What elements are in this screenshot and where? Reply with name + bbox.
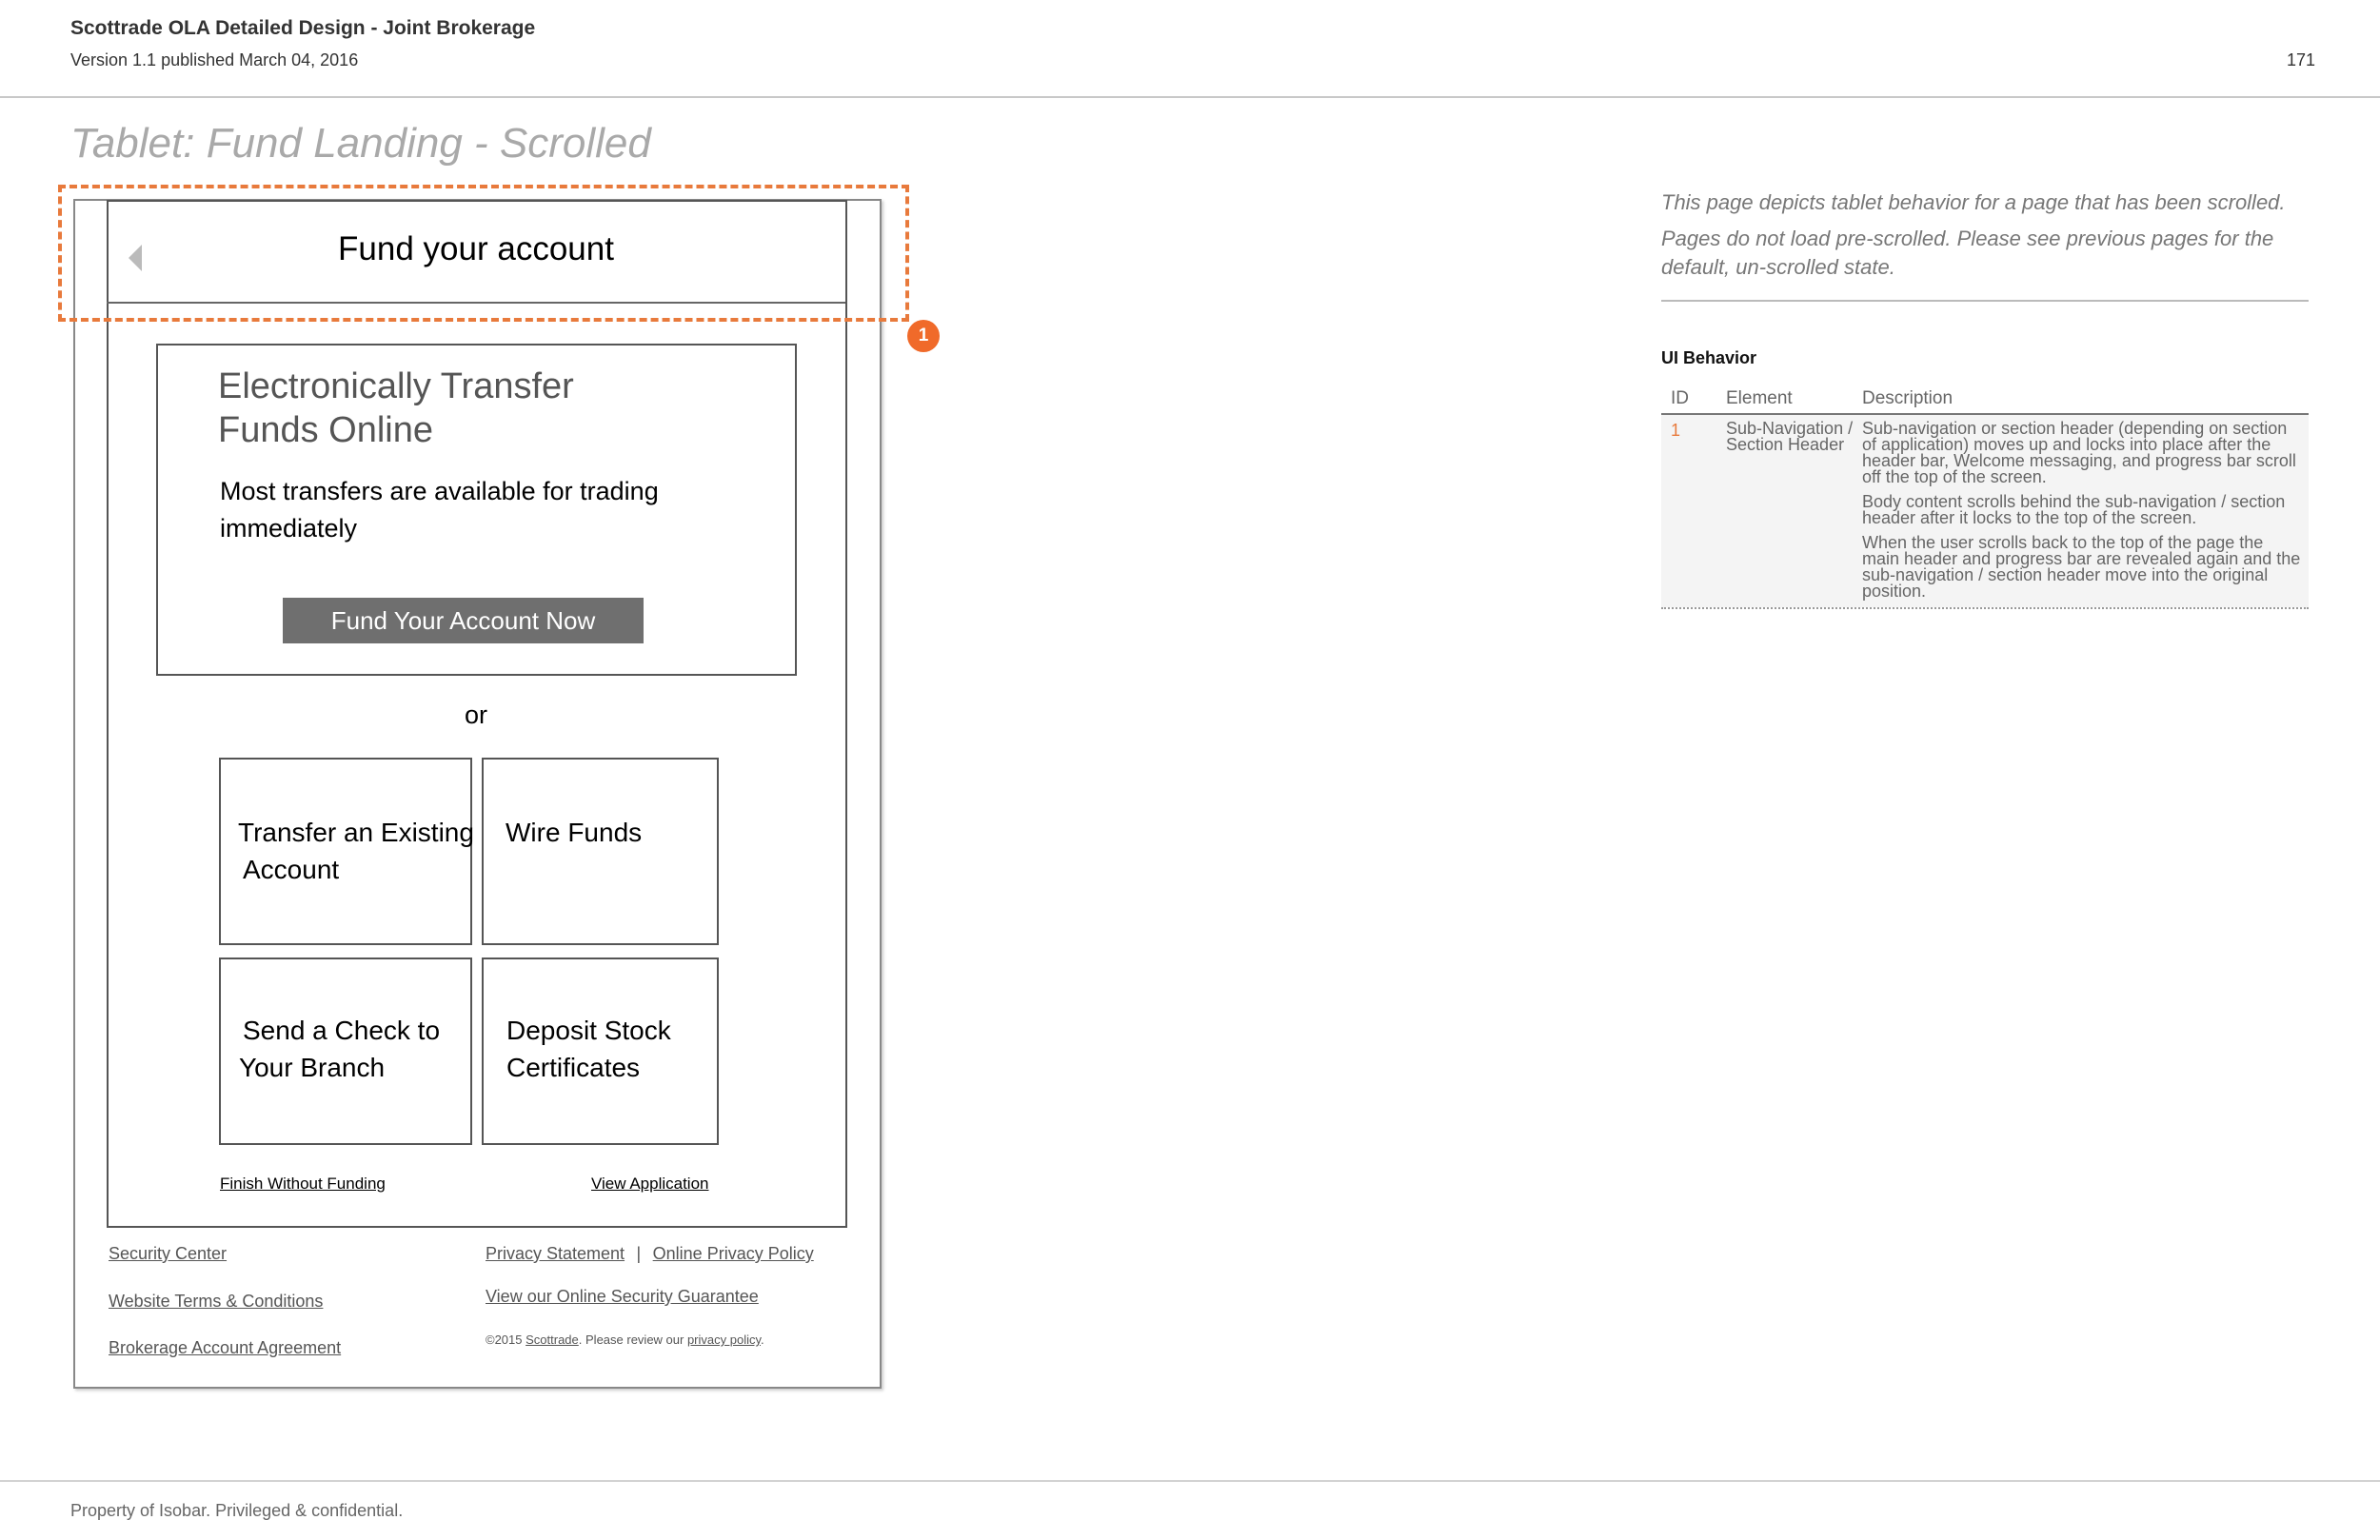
finish-without-funding-link[interactable]: Finish Without Funding [220,1175,386,1193]
option-line: Send a Check to [243,1016,441,1045]
deposit-stock-label [506,1012,671,1086]
transfer-card-description [220,473,753,547]
row-description [1862,421,2302,608]
document-version: Version 1.1 published March 04, 2016 [70,50,359,69]
brokerage-agreement-link[interactable]: Brokerage Account Agreement [109,1338,342,1357]
transfer-card-title [218,365,751,452]
description-paragraph: When the user scrolls back to the top of the page the main header and progress bar are revealed again and the sub-navigation / section header move into the original position. [1862,533,2301,601]
copyright-mid: . Please review our [578,1333,687,1347]
copyright-end: . [761,1333,764,1347]
description-line: Pages do not load pre-scrolled. Please see previous pages for the default, un-scrolled state. [1661,227,2274,279]
row-id: 1 [1671,421,1681,440]
privacy-policy-link[interactable]: privacy policy [686,1333,762,1347]
confidentiality-notice: Property of Isobar. Privileged & confidential. [70,1501,404,1520]
document-title: Scottrade OLA Detailed Design - Joint Brokerage [70,17,536,39]
copyright-notice [486,1333,764,1347]
transfer-desc-line: immediately [220,514,358,543]
option-line: Transfer an Existing [238,818,474,847]
copyright-prefix: ©2015 [486,1333,526,1347]
fund-account-now-button[interactable]: Fund Your Account Now [283,598,644,643]
row-element: Sub-Navigation / Section Header [1726,419,1854,454]
page-heading: Tablet: Fund Landing - Scrolled [70,120,651,167]
page-description [1661,188,2318,289]
wire-funds-tile[interactable] [482,758,719,945]
column-header-id: ID [1671,388,1689,408]
or-separator: or [464,701,487,729]
option-line: Account [243,855,340,884]
transfer-title-line: Funds Online [218,410,434,450]
description-divider [1661,300,2309,302]
transfer-title-line: Electronically Transfer [218,366,574,406]
option-line: Certificates [506,1053,641,1082]
description-line: This page depicts tablet behavior for a page that has been scrolled. [1661,190,2286,214]
transfer-existing-account-label [238,814,474,888]
page-number: 171 [2286,50,2315,69]
online-privacy-policy-link[interactable]: Online Privacy Policy [652,1244,814,1263]
security-center-link[interactable]: Security Center [109,1244,228,1263]
table-bottom-rule [1661,607,2309,609]
header-divider [0,96,2380,98]
description-paragraph: Sub-navigation or section header (depending on section of application) moves up and locks into place after the header bar, Welcome messaging, and progress bar scroll off the top of the screen. [1862,419,2296,486]
link-separator: | [636,1244,642,1263]
column-header-description: Description [1862,388,1954,408]
send-check-label [239,1012,440,1086]
privacy-links-row [486,1244,814,1264]
description-paragraph: Body content scrolls behind the sub-navigation / section header after it locks to the top of the screen. [1862,492,2286,527]
privacy-statement-link[interactable]: Privacy Statement [486,1244,625,1263]
column-header-element: Element [1726,388,1793,408]
website-terms-link[interactable]: Website Terms & Conditions [109,1292,324,1311]
subnav-title: Fund your account [338,230,614,267]
scottrade-link[interactable]: Scottrade [526,1333,579,1347]
footer-divider [0,1480,2380,1482]
wire-funds-label: Wire Funds [506,818,643,847]
view-application-link[interactable]: View Application [591,1175,709,1193]
option-line: Your Branch [239,1053,386,1082]
option-line: Deposit Stock [506,1016,671,1045]
callout-badge: 1 [907,320,940,352]
security-guarantee-link[interactable]: View our Online Security Guarantee [486,1287,759,1306]
ui-behavior-heading: UI Behavior [1661,348,1757,367]
callout-highlight [58,185,909,322]
transfer-desc-line: Most transfers are available for trading [220,477,659,505]
